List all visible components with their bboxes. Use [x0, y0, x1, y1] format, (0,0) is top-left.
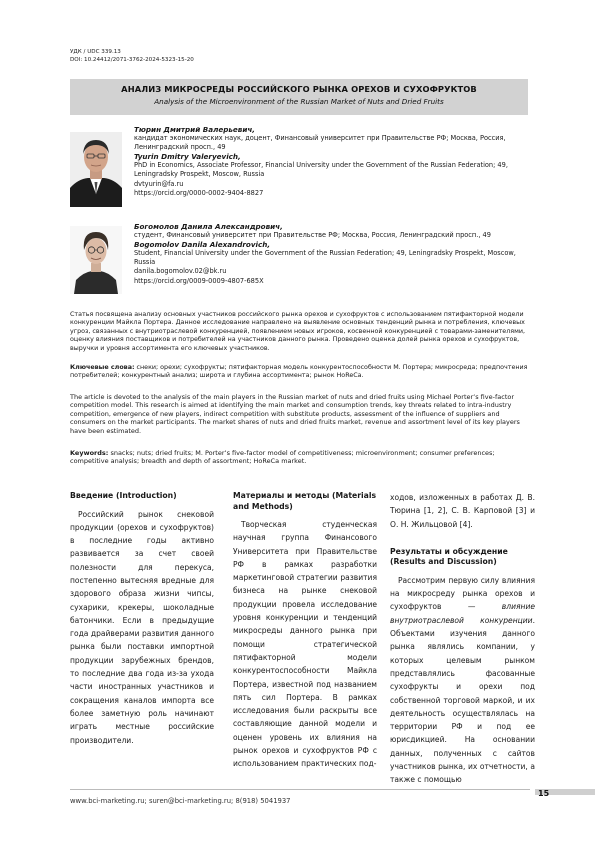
author-name-ru: Богомолов Данила Александрович, — [134, 222, 283, 231]
author-name-en: Tyurin Dmitry Valeryevich, — [134, 152, 241, 162]
author-name-ru: Тюрин Дмитрий Валерьевич, — [134, 125, 256, 134]
author-email[interactable]: dvtyurin@fa.ru — [134, 179, 184, 188]
methods-continuation-text: ходов, изложенных в работах Д. В. Тюрина [1, 2], С. В. Карповой [3] и О. Н. Жильцовой [4]. — [390, 493, 535, 529]
footer-divider — [70, 789, 530, 790]
article-identifiers — [70, 48, 194, 64]
footer-contacts: www.bci-marketing.ru; suren@bci-marketing.ru; 8(918) 5041937 — [70, 797, 291, 805]
results-text-part-b: . Объектами изучения данного рынка являлись компании, у которых целевым рынком представлялись фасованные сухофрукты и орехи под собственной торговой маркой, и их деятельность осуществлялась на территории РФ и под ее юрисдикцией. На основании данных, полученных с сайтов участников рынка, их отчетности, а также с помощью — [390, 615, 535, 785]
udc-code: УДК / UDC 339.13 — [70, 49, 121, 55]
column-results — [390, 491, 535, 787]
author-description-en: PhD in Economics, Associate Professor, Financial University under the Government of the Russian Federation; 49, Leningradsky Prospekt, Moscow, Russia — [134, 161, 508, 179]
keywords-text-ru: снеки; орехи; сухофрукты; пятифакторная модель конкурентоспособности М. Портера; микросреда; предпочтения потребителей; конкурентный анализ; широта и глубина ассортимента; рынок HoReCa. — [70, 364, 528, 380]
abstract-en: The article is devoted to the analysis of the main players in the Russian market of nuts and dried fruits using Michael Porter’s five-factor competition model. This research is aimed at identifying the main market and consumption trends, key threats related to intra-industry competition, emergence of new players, indirect competition with substitute products, assessment of the influence of suppliers and consumers on the market participants. The market shares of nuts and dried fruits market, revenue and assortment level of its key players have been estimated. — [70, 393, 520, 435]
section-heading-materials-methods: Материалы и методы (Materials and Methods) — [233, 491, 377, 511]
author-block-tyurin — [134, 125, 534, 198]
introduction-text: Российский рынок снековой продукции (орехов и сухофруктов) в последние годы активно развивается за счет своей полезности для перекуса, постепенно вытесняя вредные для здорового образа жизни чипсы, сухарики, крекеры, шоколадные батончики. Если в предыдущие года драйверами развития данного рынка были поставки импортной продукции зарубежных брендов, то последние два года из-за ухода части иностранных участников и сокращения каналов импорта все более заметную роль начинают играть местные российские производители. — [70, 509, 214, 745]
keywords-text-en: snacks; nuts; dried fruits; M. Porter’s five-factor model of competitiveness; microenvironment; consumer preferences; competitive analysis; breadth and depth of assortment; HoReCa market. — [70, 449, 495, 466]
author-orcid-link[interactable]: https://orcid.org/0009-0009-4807-685X — [134, 276, 264, 285]
article-title-en: Analysis of the Microenvironment of the Russian Market of Nuts and Dried Fruits — [154, 97, 444, 106]
results-text-italic: влияние внутриотраслевой конкуренции — [390, 602, 535, 625]
materials-methods-text: Творческая студенческая научная группа Финансового Университета при Правительстве РФ в рамках разработки маркетинговой стратегии развития бизнеса на рынке снековой продукции провела исследование уровня конкуренции и тенденций микросреды данного рынка при помощи стратегической пятифакторной модели конкурентоспособности Майкла Портера, известной под названием пять сил Портера. В рамках исследования были раскрыты все составляющие данной модели и оценен уровень их влияния на рынок орехов и сухофруктов РФ с использованием практических под- — [233, 520, 377, 769]
results-text-part-a: Рассмотрим первую силу влияния на микросреду рынка орехов и сухофруктов — — [390, 575, 535, 612]
author-description-ru: кандидат экономических наук, доцент, Финансовый университет при Правительстве РФ; Москва, Россия, Ленинградский просп., 49 — [134, 134, 506, 152]
author-block-bogomolov — [134, 222, 534, 286]
author-email[interactable]: danila.bogomolov.02@bk.ru — [134, 267, 227, 276]
author-photo-tyurin — [70, 132, 122, 207]
author-description-ru: студент, Финансовый университет при Правительстве РФ; Москва, Россия, Ленинградский просп., 49 — [134, 231, 491, 240]
keywords-ru — [70, 364, 530, 381]
author-description-en: Student, Financial University under the Government of the Russian Federation; 49, Leningradsky Prospekt, Moscow, Russia — [134, 249, 516, 267]
author-name-en: Bogomolov Danila Alexandrovich, — [134, 240, 271, 250]
article-title-ru: АНАЛИЗ МИКРОСРЕДЫ РОССИЙСКОГО РЫНКА ОРЕХОВ И СУХОФРУКТОВ — [121, 84, 477, 94]
results-text — [390, 574, 535, 787]
title-banner — [70, 79, 528, 115]
section-heading-introduction: Введение (Introduction) — [70, 491, 177, 500]
column-introduction — [70, 491, 214, 747]
column-materials-methods — [233, 491, 377, 771]
keywords-label-en: Keywords: — [70, 449, 109, 457]
abstract-ru: Статья посвящена анализу основных участников российского рынка орехов и сухофруктов с использованием пятифакторной модели конкуренции Майкла Портера. Данное исследование направлено на выявление основных тенденций рынка и потребления, ключевых угроз, связанных с внутриотраслевой конкуренцией, появлением новых игроков, косвенной конкуренцией с товарами-заменителями, оценку влияния поставщиков и потребителей на участников данного рынка. Проведено оценка долей рынка орехов и сухофруктов, выручки и уровня ассортимента его ключевых участников. — [70, 311, 525, 352]
keywords-label-ru: Ключевые слова: — [70, 364, 135, 371]
author-photo-bogomolov — [70, 226, 122, 294]
page-number: 15 — [538, 789, 550, 798]
author-orcid-link[interactable]: https://orcid.org/0000-0002-9404-8827 — [134, 188, 264, 197]
keywords-en — [70, 449, 530, 466]
doi: DOI: 10.24412/2071-3762-2024-5323-15-20 — [70, 57, 194, 63]
section-heading-results: Результаты и обсуждение (Results and Discussion) — [390, 546, 508, 567]
